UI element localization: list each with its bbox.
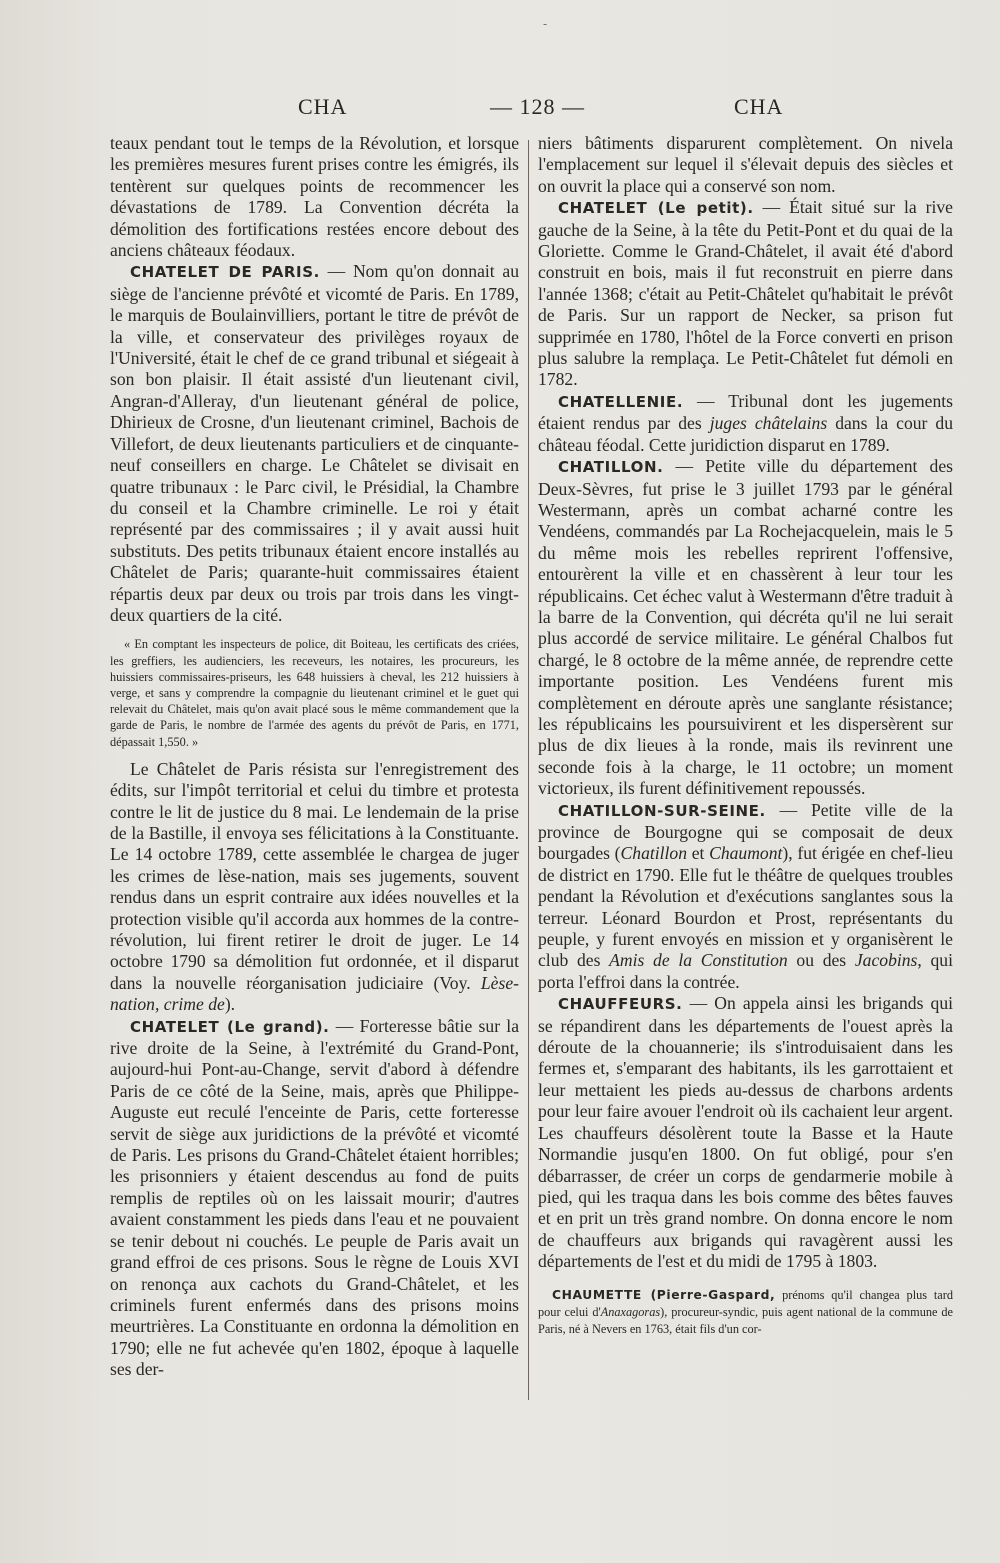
entry-headword: CHAUFFEURS. [558,995,683,1014]
entry-chaumette: CHAUMETTE (Pierre-Gaspard, prénoms qu'il changea plus tard pour celui d'Anaxagoras), procureur-syndic, puis agent national de la commune de Paris, né à Nevers en 1763, était fils d'un cor- [538,1287,954,1336]
block-quote: « En comptant les inspecteurs de police, dit Boiteau, les certificats des criées, les greffiers, les audienciers, les receveurs, les notaires, les procureurs, les huissiers commissaires-priseurs, les 648 huissiers à cheval, les 212 huissiers à verge, et sans y comprendre la compagnie du lieutenant criminel et le guet qui relevait du Châtelet, mais qu'on avait placé sous le même commandement que la garde de Paris, le nombre de l'armée des agents du prévôt de Paris, en 1771, dépassait 1,550. » [110,637,519,749]
entry-headword: CHAUMETTE (Pierre-Gaspard, [552,1287,776,1302]
header-left-word: CHA [298,94,348,119]
entry-chatelet-le-petit [538,197,953,391]
entry-text: — On appela ainsi les brigands qui se répandirent dans les départements de l'ouest après la déroute de la chouannerie; ils s'introduisaient dans les fermes et, s'emparant des habitants, ils les garrottaient et leur mettaient les pieds au-dessus de charbons ardents pour leur faire avouer l'endroit où ils cachaient leur argent. Les chauffeurs désolèrent toute la Basse et la Haute Normandie jusqu'en 1800. On fut obligé, pour s'en débarrasser, de créer un corps de gendarmerie mobile à pied, qui les traqua dans les bois comme des bêtes fauves et en prit un très grand nombre. On donna encore le nom de chauffeurs aux brigands qui ravagèrent aussi les départements de l'est et du midi de 1795 à 1803. [538,993,953,1272]
entry-chatelet-de-paris [110,261,519,626]
entry-chatillon [538,456,953,800]
entry-chatillon-sur-seine: CHATILLON-SUR-SEINE. — Petite ville de la province de Bourgogne qui se composait de deux bourgades (Chatillon et Chaumont), fut érigée en chef-lieu de district en 1790. Elle fut le théâtre de quelques troubles pendant la Révolution et d'exécutions sanglantes sous la terreur. Léonard Bourdon et Prost, représentants du peuple, y furent envoyés en mission et y organisèrent le club des Amis de la Constitution ou des Jacobins, qui porta l'effroi dans la contrée. [538,799,953,992]
header-right-word: CHA [734,94,784,119]
entry-chatellenie: CHATELLENIE. — Tribunal dont les jugements étaient rendus par des juges châtelains dans la cour du château féodal. Cette juridiction disparut en 1789. [538,390,953,455]
cross-reference: Lèse-nation, crime de [110,972,519,1015]
entry-headword: CHATELET (Le petit). [558,199,754,218]
column-divider [528,140,529,1400]
entry-text: — Petite ville du département des Deux-Sèvres, fut prise le 3 juillet 1793 par le général Westermann, après un combat acharné contre les Vendéens, commandés par La Rochejacquelein, mais le 5 du même mois les rebelles reprirent l'offensive, entourèrent la ville et en chassèrent à leur tour les républicains. Cet échec valut à Westermann d'être traduit à la barre de la Convention, qui décréta qu'il ne lui serait plus accordé de service militaire. Le général Chalbos fut chargé, le 8 octobre de la même année, de reprendre cette importante position. Les Vendéens furent mis complètement en déroute après une sanglante résistance; les républicains les poursuivirent et les dispersèrent sur plus de dix lieues à la ronde, mais ils revinrent une seconde fois à la charge, le 11 octobre; un moment victorieux, ils furent définitivement repoussés. [538,456,953,799]
paragraph-chatelet-history: Le Châtelet de Paris résista sur l'enregistrement des édits, sur l'impôt territorial et celui du timbre et protesta contre le lit de justice du 8 mai. Le lendemain de la prise de la Bastille, il envoya ses félicitations à la Constituante. Le 14 octobre 1789, cette assemblée le chargea de juger les crimes de lèse-nation, mais ses jugements, souvent rendus dans un esprit contraire aux idées nouvelles et la protection visible qu'il accorda aux hommes de la contre-révolution, lui firent retirer le droit de juger. Le 14 octobre 1790 sa démolition fut ordonnée, et il disparut dans la nouvelle réorganisation judiciaire (Voy. Lèse-nation, crime de). [110,758,519,1015]
entry-text: — Était situé sur la rive gauche de la Seine, à la tête du Petit-Pont et du quai de la Gloriette. Comme le Grand-Châtelet, il avait été d'abord construit en bois, mais il fut reconstruit en pierre dans l'année 1368; c'était au Petit-Châtelet qu'habitait le prévôt de Paris. Sur un rapport de Necker, sa prison fut supprimée en 1780, l'hôtel de la Force converti en prison plus salubre la remplaça. Le Petit-Châtelet fut démoli en 1782. [538,197,953,390]
page-number: — 128 — [490,94,585,119]
entry-headword: CHATELET DE PARIS. [130,263,320,282]
entry-chatelet-le-grand [110,1016,519,1381]
entry-headword: CHATILLON. [558,458,664,477]
left-column [110,133,519,1381]
entry-headword: CHATILLON-SUR-SEINE. [558,801,766,820]
entry-chauffeurs [538,993,953,1272]
paragraph-continued: teaux pendant tout le temps de la Révolution, et lorsque les premières mesures furent prises contre les émigrés, ils tentèrent sur quelques points de recommencer les dévastations de 1789. La Convention décréta la démolition des fortifications restées encore debout des anciens châteaux féodaux. [110,133,519,261]
running-header [110,94,940,124]
entry-headword: CHATELLENIE. [558,392,684,411]
paragraph-continued: niers bâtiments disparurent complètement. On nivela l'emplacement sur lequel il s'élevait depuis des siècles et on ouvrit la place qui a conservé son nom. [538,133,953,196]
top-mark: - [543,17,548,31]
entry-text: — Forteresse bâtie sur la rive droite de la Seine, à l'extrémité du Grand-Pont, aujourd-hui Pont-au-Change, servit d'abord à défendre Paris de ce côté de la Seine, mais, après que Philippe-Auguste eut reculé l'enceinte de Paris, cette forteresse servit de siège aux juridictions de la prévôté et vicomté de Paris. Les prisons du Grand-Châtelet étaient horribles; les prisonniers y étaient descendus au fond de puits remplis de reptiles où on les laissait mourir; d'autres avaient constamment les pieds dans l'eau et ne pouvaient se tenir debout ni couchés. Le peuple de Paris avait un grand effroi de ces prisons. Sous le règne de Louis XVI on renonça aux cachots du Grand-Châtelet, et les criminels furent enfermés dans des prisons moins meurtrières. La Constituante en ordonna la démolition en 1790; elle ne fut achevée qu'en 1802, époque à laquelle ses der- [110,1015,519,1380]
entry-text: — Nom qu'on donnait au siège de l'ancienne prévôté et vicomté de Paris. En 1789, le marquis de Boulainvilliers, portant le titre de prévôt de la ville, et conservateur des privilèges royaux de l'Université, était le chef de ce grand tribunal et siégeait à son bon plaisir. Il était assisté d'un lieutenant civil, Angran-d'Alleray, d'un lieutenant général de police, Dhirieux de Crosne, d'un lieutenant criminel, Bachois de Villefort, de deux lieutenants particuliers et de cinquante-neuf conseillers en charge. Le Châtelet se divisait en quatre tribunaux : le Parc civil, le Présidial, la Chambre du conseil et la Chambre criminelle. Le roi y était représenté par des commissaires ; il y avait aussi huit substituts. Des petits tribunaux étaient encore installés au Châtelet de Paris; quarante-huit commissaires étaient répartis deux par deux ou trois par trois dans les vingt-deux quartiers de la cité. [110,261,520,625]
right-column [538,133,953,1338]
entry-headword: CHATELET (Le grand). [130,1017,330,1036]
